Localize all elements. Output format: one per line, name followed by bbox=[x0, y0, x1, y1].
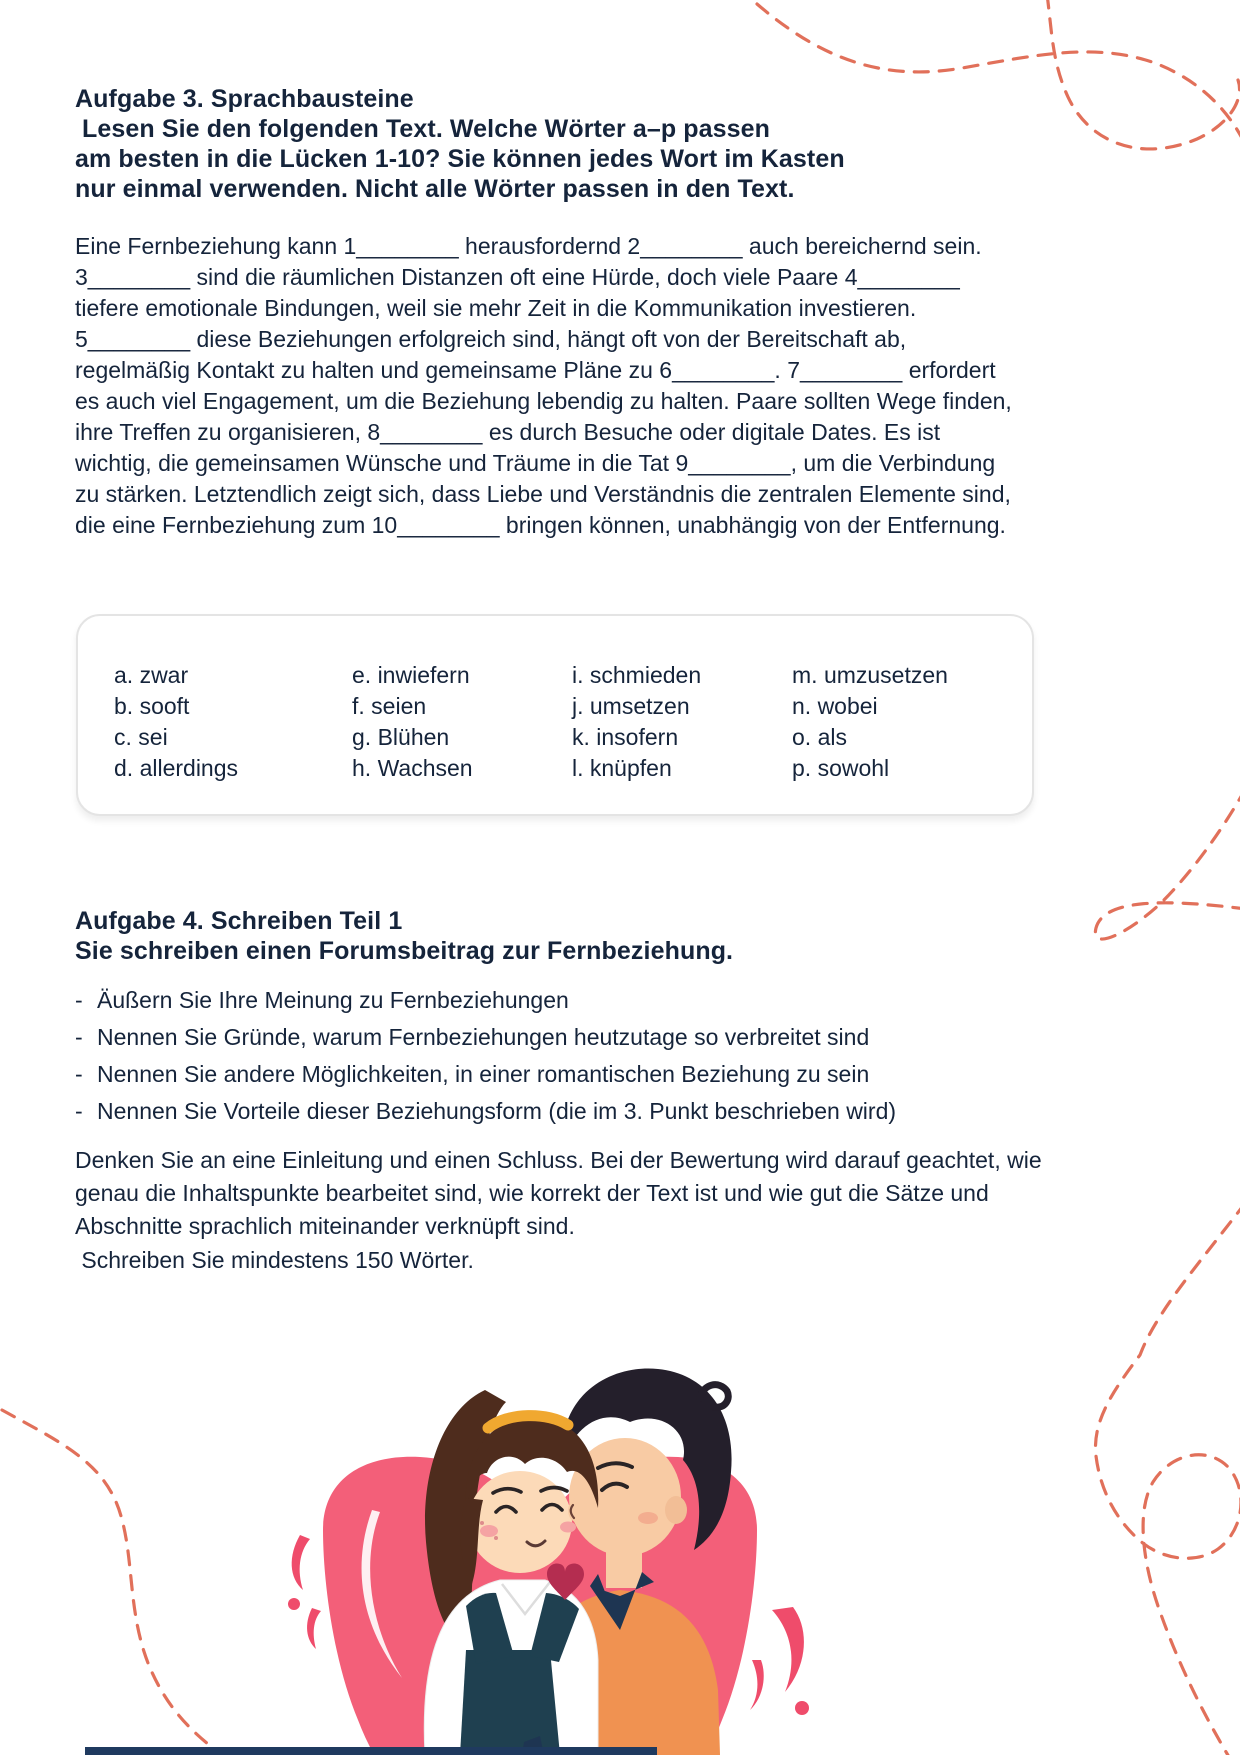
word-option: d. allerdings bbox=[114, 755, 239, 781]
task4-heading bbox=[75, 906, 975, 966]
girl-freckle-2 bbox=[494, 1536, 498, 1540]
task4-title: Aufgabe 4. Schreiben Teil 1 bbox=[75, 907, 403, 935]
task4-bullet-list bbox=[75, 982, 1015, 1130]
word-box-grid bbox=[78, 616, 1032, 784]
task3-instruction-line2: am besten in die Lücken 1-10? Sie können jedes Wort im Kasten bbox=[75, 145, 845, 173]
task4-note: Denken Sie an eine Einleitung und einen Schluss. Bei der Bewertung wird darauf geachtet, wie genau die Inhaltspunkte bearbeitet sind, wie korrekt der Text ist und wie gut die Sätze und Abschnitte sprachlich miteinander verknüpft sind. bbox=[75, 1147, 1042, 1239]
bullet-item bbox=[75, 982, 1015, 1019]
word-option: n. wobei bbox=[792, 693, 878, 719]
word-option: g. Blühen bbox=[352, 724, 450, 750]
bullet-text: Nennen Sie andere Möglichkeiten, in einer romantischen Beziehung zu sein bbox=[97, 1061, 870, 1087]
left-splash-shapes bbox=[288, 1535, 321, 1649]
word-option: p. sowohl bbox=[792, 755, 890, 781]
word-box-column-1 bbox=[114, 660, 352, 784]
word-option: f. seien bbox=[352, 693, 427, 719]
word-option: o. als bbox=[792, 724, 847, 750]
bottom-strip bbox=[85, 1747, 657, 1755]
task3-heading bbox=[75, 84, 975, 204]
word-option: a. zwar bbox=[114, 662, 189, 688]
boy-ear bbox=[665, 1496, 687, 1524]
task3-gap-text: Eine Fernbeziehung kann 1________ herausfordernd 2________ auch bereichernd sein. 3________ sind die räumlichen Distanzen oft eine Hürde, doch viele Paare 4________ tiefere emotionale Bindungen, weil sie mehr Zeit in die Kommunikation investieren. 5________ diese Beziehungen erfolgreich sind, hängt oft von der Bereitschaft ab, regelmäßig Kontakt zu halten und gemeinsame Pläne zu 6________. 7________ erfordert es auch viel Engagement, um die Beziehung lebendig zu halten. Paare sollten Wege finden, ihre Treffen zu organisieren, 8________ es durch Besuche oder digitale Dates. Es ist wichtig, die gemeinsamen Wünsche und Träume in die Tat 9________, um die Verbindung zu stärken. Letztendlich zeigt sich, dass Liebe und Verständnis die zentralen Elemente sind, die eine Fernbeziehung zum 10________ bringen können, unabhängig von der Entfernung. bbox=[75, 233, 1012, 538]
dashed-curve-right-loop bbox=[1095, 788, 1240, 939]
task4-note-block bbox=[75, 1144, 1043, 1277]
bullet-item bbox=[75, 1093, 1015, 1130]
word-option: j. umsetzen bbox=[572, 693, 690, 719]
bullet-text: Nennen Sie Gründe, warum Fernbeziehungen heutzutage so verbreitet sind bbox=[97, 1024, 870, 1050]
bullet-dash: - bbox=[75, 1024, 83, 1050]
girl-blush-right bbox=[560, 1522, 576, 1533]
boy-blush bbox=[638, 1512, 658, 1524]
bullet-item bbox=[75, 1019, 1015, 1056]
word-option: c. sei bbox=[114, 724, 168, 750]
dashed-curve-bottom-left bbox=[2, 1410, 225, 1755]
bullet-text: Äußern Sie Ihre Meinung zu Fernbeziehungen bbox=[97, 987, 569, 1013]
girl-freckle-1 bbox=[480, 1521, 484, 1525]
girl-blush-left bbox=[480, 1525, 498, 1537]
task4-min-words-note: Schreiben Sie mindestens 150 Wörter. bbox=[75, 1247, 474, 1273]
task3-title: Aufgabe 3. Sprachbausteine bbox=[75, 85, 414, 113]
task3-instruction-line1: Lesen Sie den folgenden Text. Welche Wörter a–p passen bbox=[75, 115, 771, 143]
word-box-column-4 bbox=[792, 660, 1032, 784]
task3-instruction-line3: nur einmal verwenden. Nicht alle Wörter passen in den Text. bbox=[75, 175, 795, 203]
right-splash-shapes bbox=[750, 1607, 809, 1715]
word-box bbox=[76, 614, 1034, 816]
word-option: b. sooft bbox=[114, 693, 190, 719]
bullet-dash: - bbox=[75, 1098, 83, 1124]
bullet-text: Nennen Sie Vorteile dieser Beziehungsform (die im 3. Punkt beschrieben wird) bbox=[97, 1098, 897, 1124]
word-option: h. Wachsen bbox=[352, 755, 473, 781]
task4-subtitle: Sie schreiben einen Forumsbeitrag zur Fernbeziehung. bbox=[75, 937, 734, 965]
word-box-column-3 bbox=[572, 660, 792, 784]
dashed-curve-bottom-right bbox=[1095, 1202, 1240, 1755]
word-option: e. inwiefern bbox=[352, 662, 470, 688]
word-option: l. knüpfen bbox=[572, 755, 672, 781]
word-box-column-2 bbox=[352, 660, 572, 784]
bullet-item bbox=[75, 1056, 1015, 1093]
dashed-curve-top-right-2 bbox=[1047, 0, 1240, 149]
bullet-dash: - bbox=[75, 987, 83, 1013]
kissing-couple-illustration bbox=[280, 1360, 840, 1755]
word-option: k. insofern bbox=[572, 724, 679, 750]
word-option: i. schmieden bbox=[572, 662, 702, 688]
bullet-dash: - bbox=[75, 1061, 83, 1087]
word-option: m. umzusetzen bbox=[792, 662, 948, 688]
